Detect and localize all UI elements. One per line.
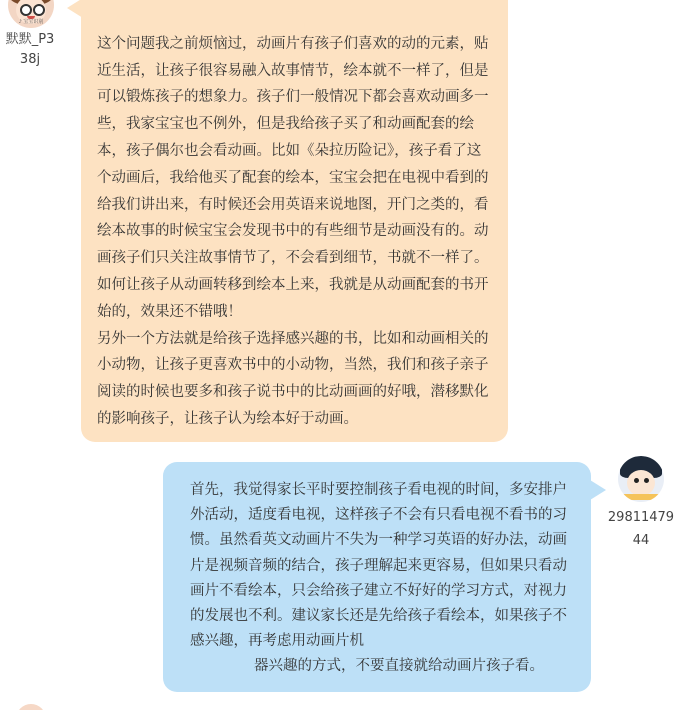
username-right[interactable]: 2981147944 [607, 510, 675, 548]
avatar-eye-left [634, 478, 639, 483]
user-avatar-right[interactable] [618, 456, 664, 502]
avatar-glasses-left [20, 4, 32, 16]
avatar-glasses-right [33, 4, 45, 16]
message-bubble-right [163, 462, 591, 692]
message-text-right-last-line: 器兴趣的方式，不要直接就给动画片孩子看。 [254, 658, 544, 675]
message-bubble-left [81, 0, 508, 442]
avatar-badge: ♪ 宝宝识别 [18, 19, 44, 25]
avatar-eye-right [644, 478, 649, 483]
message-text-left: 这个问题我之前烦恼过，动画片有孩子们喜欢的动的元素，贴近生活，让孩子很容易融入故事情节，绘本就不一样了，但是可以锻炼孩子的想象力。孩子们一般情况下都会喜欢动画多一些，我家宝宝也不例外，但是我给孩子买了和动画配套的绘本，孩子偶尔也会看动画。比如《朵拉历险记》，孩子看了这个动画后，我给他买了配套的绘本，宝宝会把在电视中看到的给我们讲出来，有时候还会用英语来说地图，开门之类的，看绘本故事的时候宝宝会发现书中的有些细节是动画没有的。动画孩子们只关注故事情节了，不会看到细节，书就不一样了。如何让孩子从动画转移到绘本上来，我就是从动画配套的书开始的，效果还不错哦！ 另外一个方法就是给孩子选择感兴趣的书，比如和动画相关的小动物，让孩子更喜欢书中的小动物，当然，我们和孩子亲子阅读的时候也要多和孩子说书中的比动画画的好哦，潜移默化的影响孩子，让孩子认为绘本好于动画。 [97, 35, 489, 427]
user-avatar-left[interactable] [8, 0, 54, 28]
message-text-right: 首先，我觉得家长平时要控制孩子看电视的时间，多安排户外活动，适度看电视，这样孩子不会有只看电视不看书的习惯。虽然看英文动画片不失为一种学习英语的好办法，动画片是视频音频的结合，孩子理解起来更容易，但如果只看动画片不看绘本，只会给孩子建立不好好的学习方式，对视力的发展也不利。建议家长还是先给孩子看绘本，如果孩子不感兴趣，再考虑用动画片机 [190, 482, 567, 650]
avatar-badge [622, 494, 660, 500]
user-avatar-next[interactable] [16, 704, 46, 710]
username-left[interactable]: 默默_P338j [5, 32, 55, 67]
avatar-face [627, 470, 655, 496]
